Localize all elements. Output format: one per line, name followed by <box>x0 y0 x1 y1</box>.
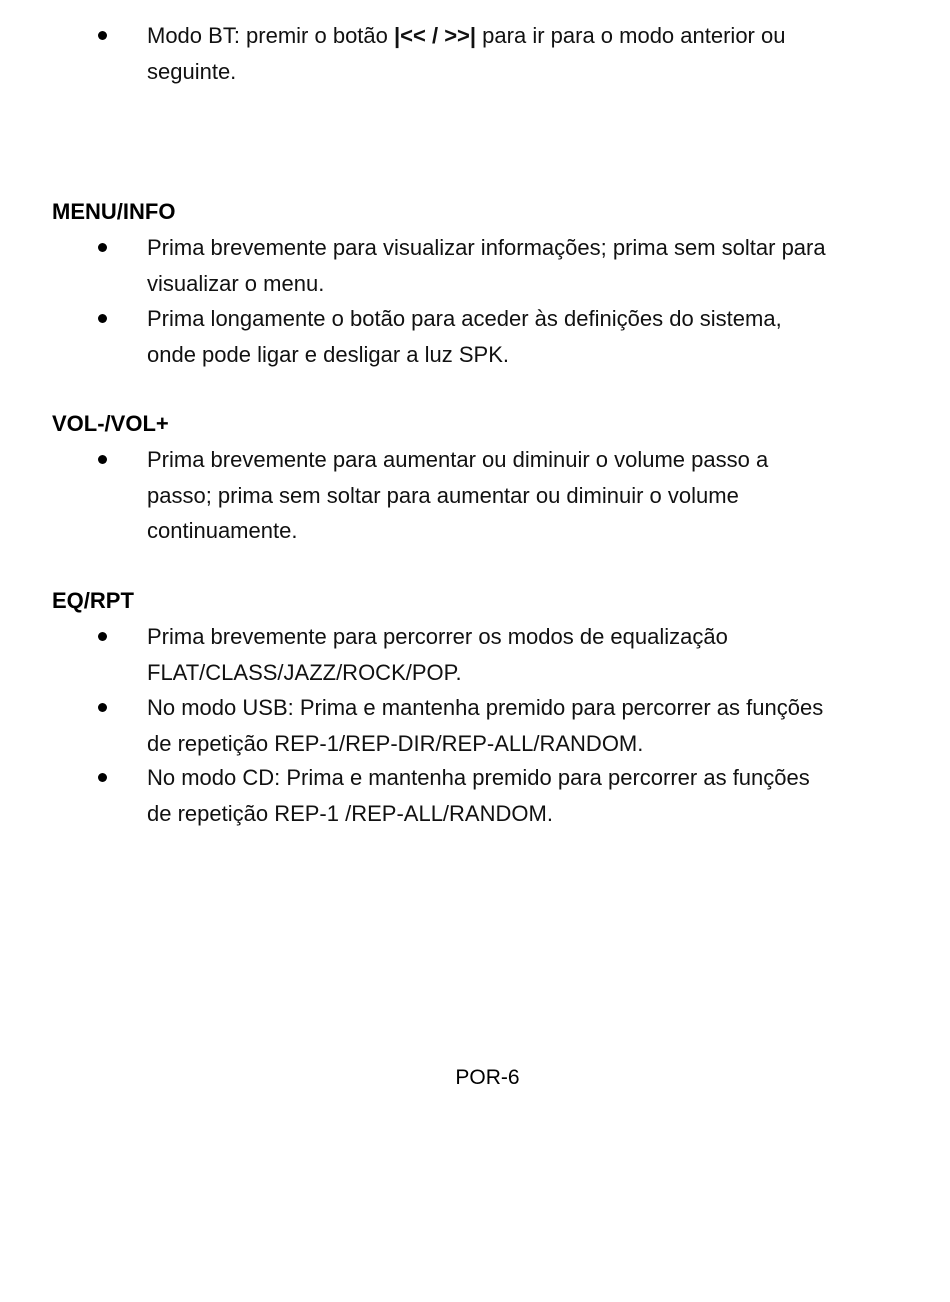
bullet-icon <box>98 314 107 323</box>
list-item-line: Prima brevemente para visualizar informações; prima sem soltar para <box>147 235 826 260</box>
bullet-icon <box>98 632 107 641</box>
section-heading: VOL-/VOL+ <box>52 411 169 436</box>
list-item-text <box>147 760 897 831</box>
list-item-line <box>147 18 897 54</box>
list-item-line: No modo USB: Prima e mantenha premido para percorrer as funções <box>147 695 824 720</box>
list-item-text <box>147 18 897 89</box>
list-item-text <box>147 690 897 761</box>
list-item-line: de repetição REP-1 /REP-ALL/RANDOM. <box>147 800 553 826</box>
list-item-line: continuamente. <box>147 518 298 543</box>
list-item-line: onde pode ligar e desligar a luz SPK. <box>147 341 510 367</box>
list-item-text <box>147 301 897 372</box>
text-segment: Modo BT: premir o botão <box>147 23 395 48</box>
list-item-line: passo; prima sem soltar para aumentar ou diminuir o volume <box>147 482 739 508</box>
list-item-line: seguinte. <box>147 58 237 84</box>
list-item-text <box>147 230 897 301</box>
bullet-icon <box>98 31 107 40</box>
bullet-icon <box>98 455 107 464</box>
list-item-line: FLAT/CLASS/JAZZ/ROCK/POP. <box>147 659 462 685</box>
bullet-icon <box>98 243 107 252</box>
bold-text-segment: |<< / >>| <box>394 23 477 48</box>
list-item-line: Prima longamente o botão para aceder às definições do sistema, <box>147 306 782 331</box>
list-item-line: No modo CD: Prima e mantenha premido para percorrer as funções <box>147 765 810 790</box>
page-number: POR-6 <box>455 1066 520 1089</box>
list-item-text <box>147 619 897 690</box>
list-item-line: Prima brevemente para aumentar ou diminuir o volume passo a <box>147 447 769 472</box>
list-item-text <box>147 442 897 549</box>
text-segment: para ir para o modo anterior ou <box>476 23 786 48</box>
list-item-line: Prima brevemente para percorrer os modos de equalização <box>147 624 728 649</box>
section-heading: EQ/RPT <box>52 588 134 613</box>
bullet-icon <box>98 703 107 712</box>
list-item-line: visualizar o menu. <box>147 270 325 296</box>
section-heading: MENU/INFO <box>52 199 176 224</box>
list-item-line: de repetição REP-1/REP-DIR/REP-ALL/RANDOM. <box>147 730 644 756</box>
bullet-icon <box>98 773 107 782</box>
